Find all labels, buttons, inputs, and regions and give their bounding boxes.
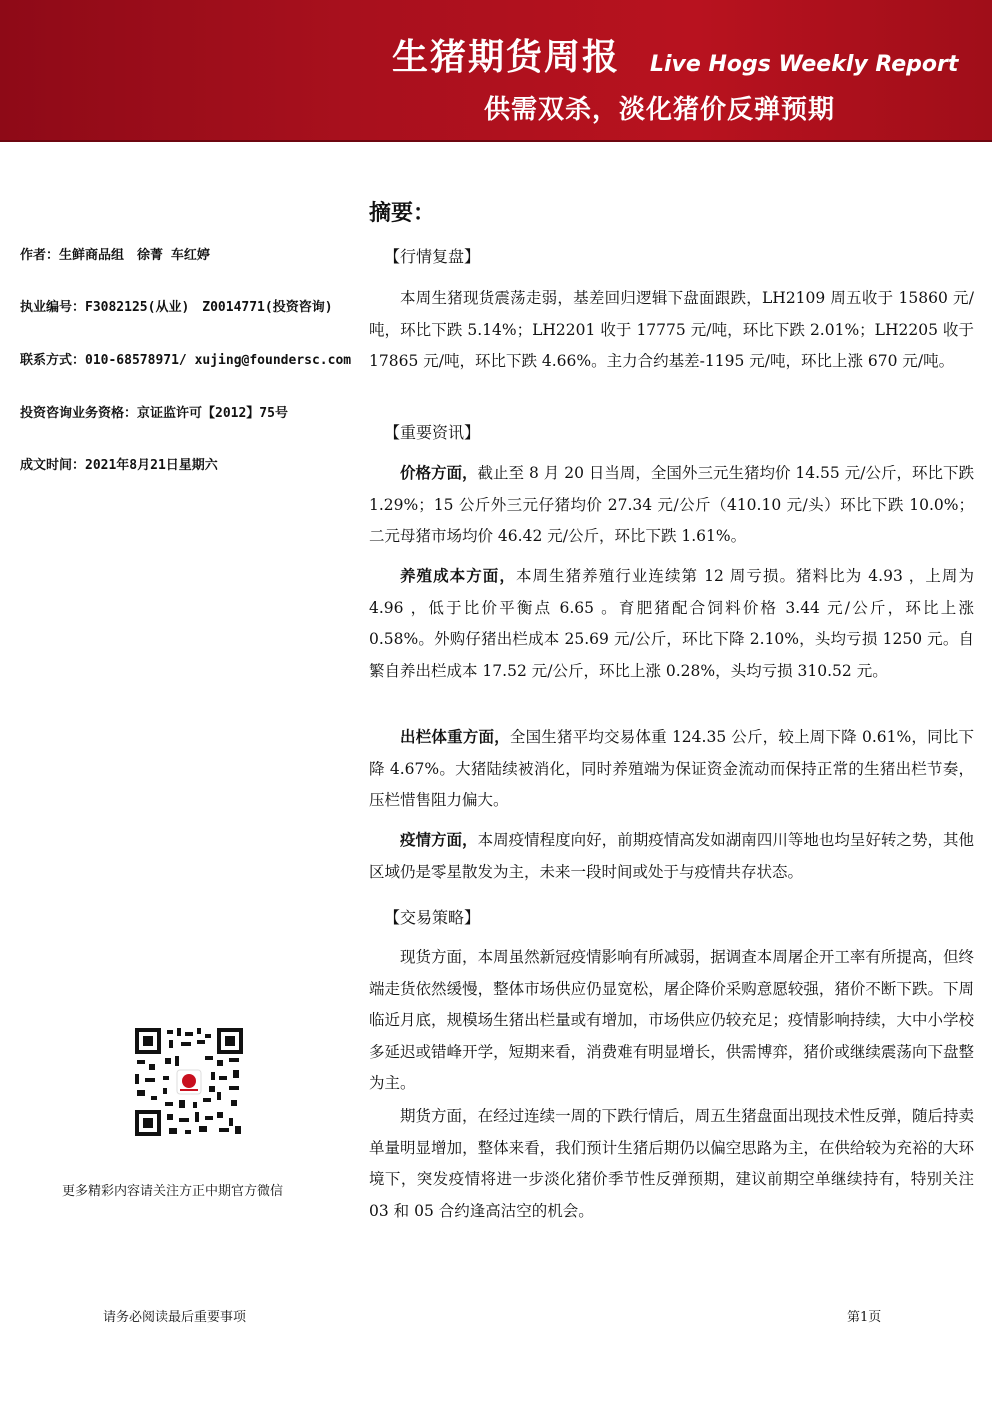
- report-title-cn: 生猪期货周报: [392, 37, 621, 78]
- price-lead: 价格方面，: [400, 464, 478, 482]
- contact-line: 联系方式：010-68578971/ xujing@foundersc.com: [20, 353, 352, 368]
- spot-paragraph: 现货方面，本周虽然新冠疫情影响有所减弱，据调查本周屠企开工率有所提高，但终端走货依然缓慢，整体市场供应仍显宽松，屠企降价采购意愿较强，猪价不断下跌。下周临近月底，规模场生猪出栏量或有增加，市场供应仍较充足；疫情影响持续，大中小学校多延迟或错峰开学，短期来看，消费难有明显增长，供需博弈，猪价或继续震荡向下盘整为主。: [369, 948, 974, 1092]
- price-paragraph: [369, 458, 974, 553]
- epidemic-text: 本周疫情程度向好，前期疫情高发如湖南四川等地也均呈好转之势，其他区域仍是零星散发为主，未来一段时间或处于与疫情共存状态。: [369, 831, 974, 881]
- cost-text: 本周生猪养殖行业连续第 12 周亏损。猪料比为 4.93 ，上周为 4.96 ，低于比价平衡点 6.65 。育肥猪配合饲料价格 3.44 元/公斤，环比上涨 0.58%。外购仔猪出栏成本 25.69 元/公斤，环比下降 2.10%，头均亏损 1250 元。自繁自养出栏成本 17.52 元/公斤，环比上涨 0.28%，头均亏损 310.52 元。: [369, 567, 974, 680]
- weight-paragraph: [369, 722, 974, 817]
- epidemic-paragraph: [369, 825, 974, 888]
- qr-caption: 更多精彩内容请关注方正中期官方微信: [62, 1184, 284, 1199]
- report-title-en: Live Hogs Weekly Report: [650, 52, 959, 77]
- cost-lead: 养殖成本方面，: [400, 567, 516, 585]
- abstract-title: 摘要：: [369, 201, 436, 226]
- footer-notice: 请务必阅读最后重要事项: [103, 1310, 247, 1325]
- header-banner: [0, 0, 992, 142]
- section-market-review: 【行情复盘】: [384, 247, 481, 266]
- page-number: 第1页: [847, 1310, 882, 1325]
- market-review-paragraph: 本周生猪现货震荡走弱，基差回归逻辑下盘面跟跌，LH2109 周五收于 15860 元/吨，环比下跌 5.14%；LH2201 收于 17775 元/吨，环比下跌 2.01%；LH2205 收于 17865 元/吨，环比下跌 4.66%。主力合约基差-1195 元/吨，环比上涨 670 元/吨。: [369, 289, 974, 370]
- report-subtitle: 供需双杀，淡化猪价反弹预期: [484, 95, 836, 125]
- license-line: 执业编号：F3082125(从业) Z0014771(投资咨询): [20, 300, 333, 315]
- author-line: 作者：生鲜商品组 徐菁 车红婷: [20, 248, 210, 263]
- section-trading-strategy: 【交易策略】: [384, 908, 481, 927]
- section-key-news: 【重要资讯】: [384, 423, 481, 442]
- futures-paragraph: 期货方面，在经过连续一周的下跌行情后，周五生猪盘面出现技术性反弹，随后持卖单量明显增加，整体来看，我们预计生猪后期仍以偏空思路为主，在供给较为充裕的大环境下，突发疫情将进一步淡化猪价季节性反弹预期，建议前期空单继续持有，特别关注 03 和 05 合约逢高沽空的机会。: [369, 1107, 974, 1220]
- cost-paragraph: [369, 561, 974, 687]
- banner-divider: [0, 140, 992, 142]
- wechat-qr-code: [133, 1026, 245, 1138]
- weight-text: 全国生猪平均交易体重 124.35 公斤，较上周下降 0.61%，同比下降 4.67%。大猪陆续被消化，同时养殖端为保证资金流动而保持正常的生猪出栏节奏，压栏惜售阻力偏大。: [369, 728, 974, 809]
- weight-lead: 出栏体重方面，: [400, 728, 510, 746]
- epidemic-lead: 疫情方面，: [400, 831, 478, 849]
- price-text: 截止至 8 月 20 日当周，全国外三元生猪均价 14.55 元/公斤，环比下跌 1.29%；15 公斤外三元仔猪均价 27.34 元/公斤（410.10 元/头）环比下跌 10.0%；二元母猪市场均价 46.42 元/公斤，环比下跌 1.61%。: [369, 464, 974, 545]
- qualification-line: 投资咨询业务资格：京证监许可【2012】75号: [20, 406, 288, 421]
- date-line: 成文时间：2021年8月21日星期六: [20, 458, 218, 473]
